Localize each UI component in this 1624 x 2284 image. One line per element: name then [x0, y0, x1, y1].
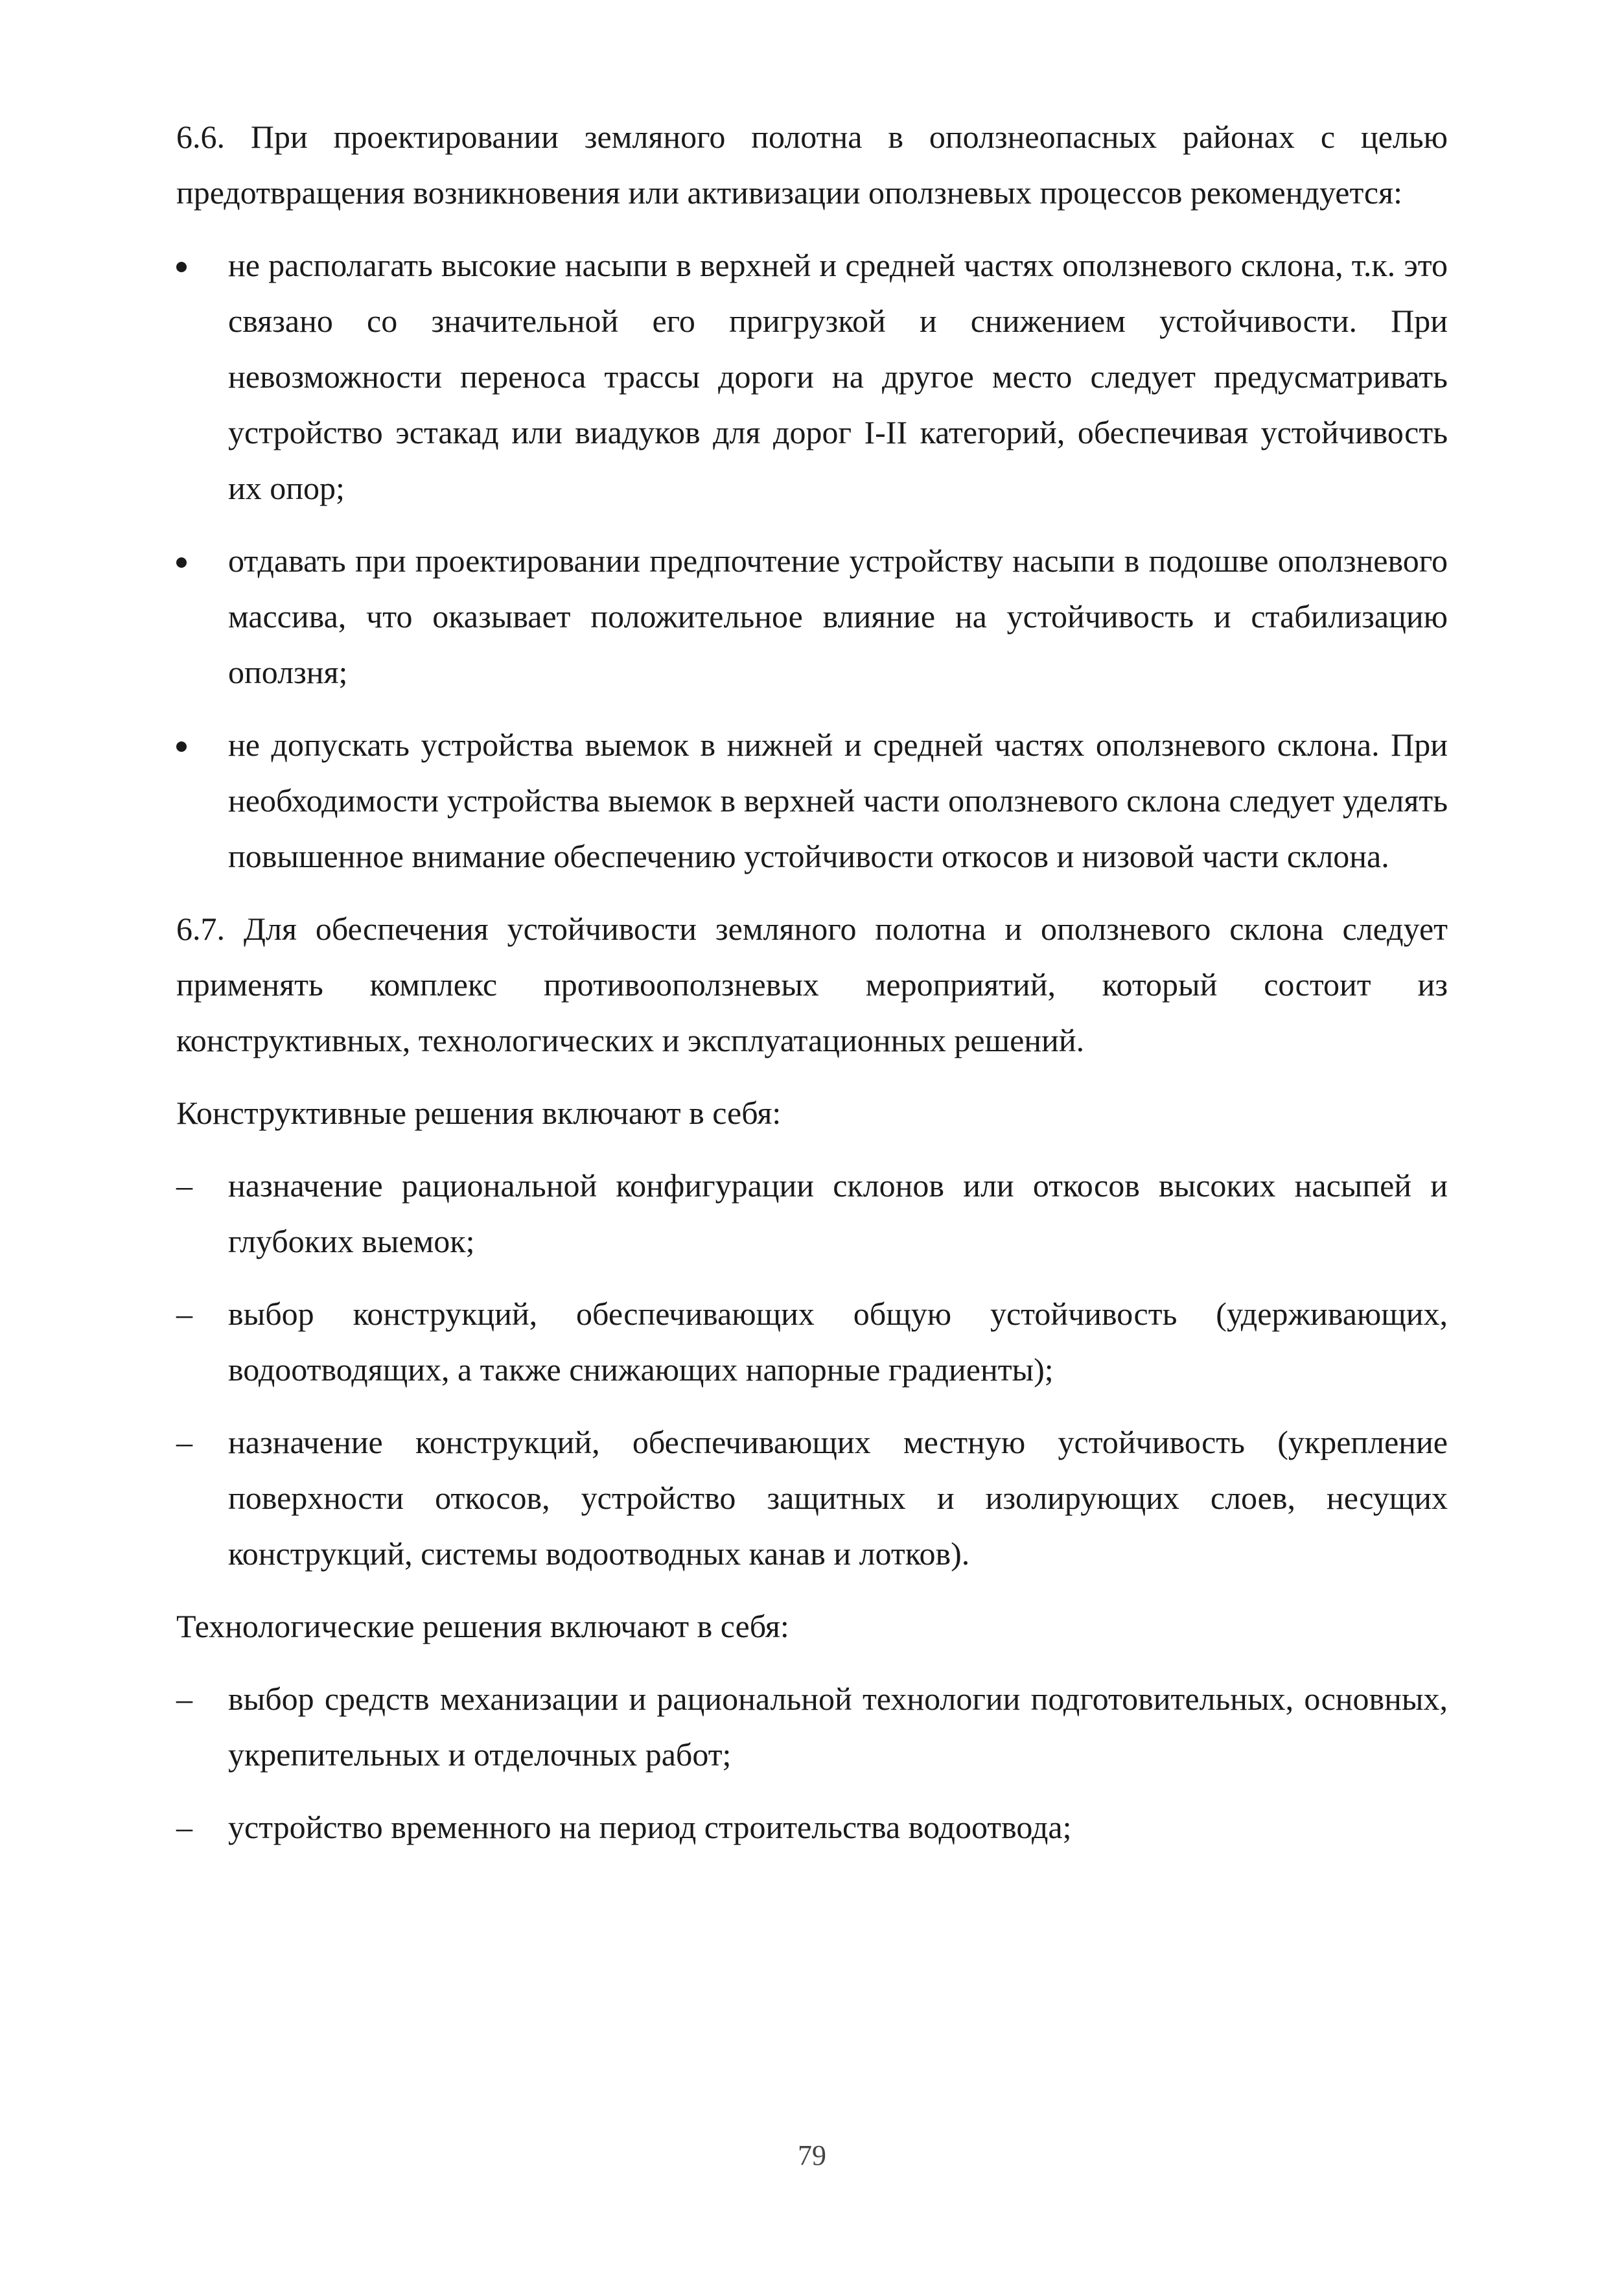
page-content: [176, 109, 1448, 1855]
list-item: [176, 1286, 1448, 1397]
dash-marker: –: [176, 1424, 192, 1460]
list-item-text: устройство временного на период строительства водоотвода;: [228, 1809, 1072, 1845]
dash-marker: –: [176, 1681, 192, 1717]
list-item-text: выбор конструкций, обеспечивающих общую устойчивость (удерживающих, водоотводящих, а также снижающих напорные градиенты);: [228, 1296, 1448, 1388]
list-item-text: не располагать высокие насыпи в верхней и средней частях оползневого склона, т.к. это связано со значительной его пригрузкой и снижением устойчивости. При невозможности переноса трассы дороги на другое место следует предусматривать устройство эстакад или виадуков для дорог I-II категорий, обеспечивая устойчивость их опор;: [228, 247, 1448, 506]
dash-marker: –: [176, 1296, 192, 1332]
technological-heading: Технологические решения включают в себя:: [176, 1608, 789, 1644]
bullet-dot-icon: [176, 533, 202, 588]
technological-dash-list: [176, 1671, 1448, 1855]
list-item: [176, 533, 1448, 700]
list-item: [176, 1799, 1448, 1855]
list-item: [176, 1414, 1448, 1581]
section-6-6-bullet-list: [176, 237, 1448, 884]
section-6-6-intro: 6.6. При проектировании земляного полотна в оползнеопасных районах с целью предотвращения возникновения или активизации оползневых процессов рекомендуется:: [176, 119, 1448, 211]
bullet-dot-icon: [176, 717, 202, 773]
list-item-text: назначение рациональной конфигурации склонов или откосов высоких насыпей и глубоких выемок;: [228, 1167, 1448, 1259]
dash-marker: –: [176, 1809, 192, 1845]
list-item-text: отдавать при проектировании предпочтение устройству насыпи в подошве оползневого массива, что оказывает положительное влияние на устойчивость и стабилизацию оползня;: [228, 542, 1448, 690]
constructive-heading: Конструктивные решения включают в себя:: [176, 1095, 782, 1131]
list-item-text: выбор средств механизации и рациональной технологии подготовительных, основных, укрепительных и отделочных работ;: [228, 1681, 1448, 1773]
bullet-dot-icon: [176, 237, 202, 293]
section-6-7-intro: 6.7. Для обеспечения устойчивости земляного полотна и оползневого склона следует применять комплекс противооползневых мероприятий, который состоит из конструктивных, технологических и эксплуатационных решений.: [176, 911, 1448, 1058]
list-item: [176, 717, 1448, 884]
list-item: [176, 237, 1448, 516]
constructive-dash-list: [176, 1158, 1448, 1581]
list-item: [176, 1671, 1448, 1782]
dash-marker: –: [176, 1167, 192, 1204]
list-item-text: назначение конструкций, обеспечивающих местную устойчивость (укрепление поверхности откосов, устройство защитных и изолирующих слоев, несущих конструкций, системы водоотводных канав и лотков).: [228, 1424, 1448, 1572]
list-item: [176, 1158, 1448, 1269]
list-item-text: не допускать устройства выемок в нижней и средней частях оползневого склона. При необходимости устройства выемок в верхней части оползневого склона следует уделять повышенное внимание обеспечению устойчивости откосов и низовой части склона.: [228, 727, 1448, 874]
page-number: 79: [798, 2139, 826, 2171]
